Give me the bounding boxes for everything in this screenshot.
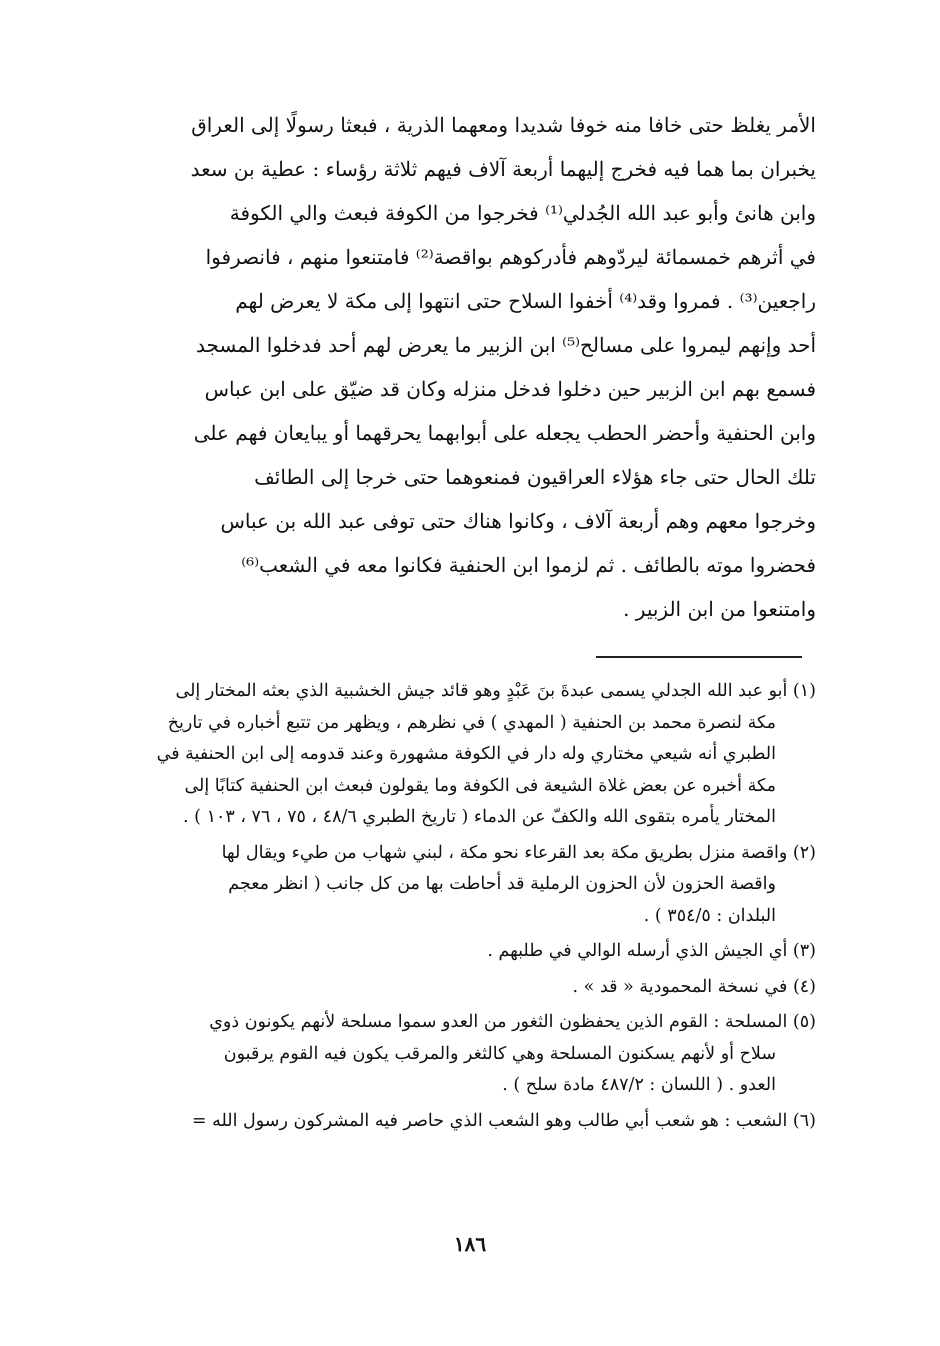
footnote-5 xyxy=(126,1007,816,1102)
footnote-line: الطبري أنه شيعي مختاري وله دار في الكوفة مشهورة وعند قدومه إلى ابن الحنفية في xyxy=(156,744,776,764)
footnote-6 xyxy=(126,1106,816,1138)
footnote-line: (١) أبو عبد الله الجدلي يسمى عبدةَ بنَ عَبْدٍ وهو قائد جيش الخشبية الذي بعثه المختار إلى xyxy=(175,681,816,701)
main-text-line: الأمر يغلظ حتى خافا منه خوفا شديدا ومعهما الذرية ، فبعثا رسولًا إلى العراق xyxy=(191,113,816,137)
footnote-1 xyxy=(126,676,816,834)
footnote-line: سلاح أو لأنهم يسكنون المسلحة وهي كالثغر والمرقب يكون فيه القوم يرقبون xyxy=(223,1043,776,1064)
main-text-block xyxy=(126,103,816,631)
footnote-4 xyxy=(126,972,816,1004)
footnote-line: (٢) واقصة منزل بطريق مكة بعد القرعاء نحو مكة ، لبني شهاب من طيء ويقال لها xyxy=(221,842,816,863)
main-text-line: فسمع بهم ابن الزبير حين دخلوا فدخل منزله وكان قد ضيّق على ابن عباس xyxy=(204,377,816,401)
footnote-2 xyxy=(126,838,816,933)
footnote-line: البلدان : ٣٥٤/٥ ) . xyxy=(643,905,776,926)
main-text-line: فحضروا موته بالطائف . ثم لزموا ابن الحنفية فكانوا معه في الشعب⁽⁶⁾ xyxy=(241,553,816,577)
main-text-line: في أثرهم خمسمائة ليردّوهم فأدركوهم بواقصة⁽²⁾ فامتنعوا منهم ، فانصرفوا xyxy=(205,245,816,269)
main-text-line: وخرجوا معهم وهم أربعة آلاف ، وكانوا هناك حتى توفى عبد الله بن عباس xyxy=(220,509,816,533)
footnote-line: واقصة الحزون لأن الحزون الرملية قد أحاطت بها من كل جانب ( انظر معجم xyxy=(228,874,776,894)
footnote-3 xyxy=(126,936,816,968)
footnote-line: مكة لنصرة محمد بن الحنفية ( المهدي ) في نظرهم ، ويظهر من تتبع أخباره في تاريخ xyxy=(167,712,776,733)
main-text-line: وابن الحنفية وأحضر الحطب يجعله على أبوابهما يحرقهما أو يبايعان فهم على xyxy=(193,421,816,445)
footnote-line: (٦) الشعب : هو شعب أبي طالب وهو الشعب الذي حاصر فيه المشركون رسول الله = xyxy=(191,1110,816,1131)
main-text-line: راجعين⁽³⁾ . فمروا وقد⁽⁴⁾ أخفوا السلاح حتى انتهوا إلى مكة لا يعرض لهم xyxy=(235,289,816,313)
footnotes-block xyxy=(126,676,816,1141)
footnote-line: (٣) أي الجيش الذي أرسله الوالي في طلبهم . xyxy=(487,941,816,961)
main-text-line: وامتنعوا من ابن الزبير . xyxy=(623,597,816,621)
main-text-line: يخبران بما هما فيه فخرج إليهما أربعة آلاف فيهم ثلاثة رؤساء : عطية بن سعد xyxy=(190,157,816,181)
footnote-line: المختار يأمره بتقوى الله والكفّ عن الدماء ( تاريخ الطبري ٤٨/٦ ، ٧٥ ، ٧٦ ، ١٠٣ ) . xyxy=(183,807,776,827)
footnote-line: العدو . ( اللسان : ٤٨٧/٢ مادة سلح ) . xyxy=(502,1075,776,1095)
main-text-line: وابن هانئ وأبو عبد الله الجُدلي⁽¹⁾ فخرجوا من الكوفة فبعث والي الكوفة xyxy=(229,201,816,225)
footnote-line: (٤) في نسخة المحمودية « قد » . xyxy=(572,976,816,997)
footnote-line: (٥) المسلحة : القوم الذين يحفظون الثغور من العدو سموا مسلحة لأنهم يكونون ذوي xyxy=(209,1012,816,1032)
footnote-separator xyxy=(596,656,802,658)
main-text-line: تلك الحال حتى جاء هؤلاء العراقيون فمنعوهما حتى خرجا إلى الطائف xyxy=(254,465,816,489)
main-text-line: أحد وإنهم ليمروا على مسالح⁽⁵⁾ ابن الزبير ما يعرض لهم أحد فدخلوا المسجد xyxy=(195,333,816,357)
footnote-line: مكة أخبره عن بعض غلاة الشيعة فى الكوفة وما يقولون فبعث ابن الحنفية كتابًا إلى xyxy=(184,775,776,796)
page-number: ١٨٦ xyxy=(453,1232,487,1256)
